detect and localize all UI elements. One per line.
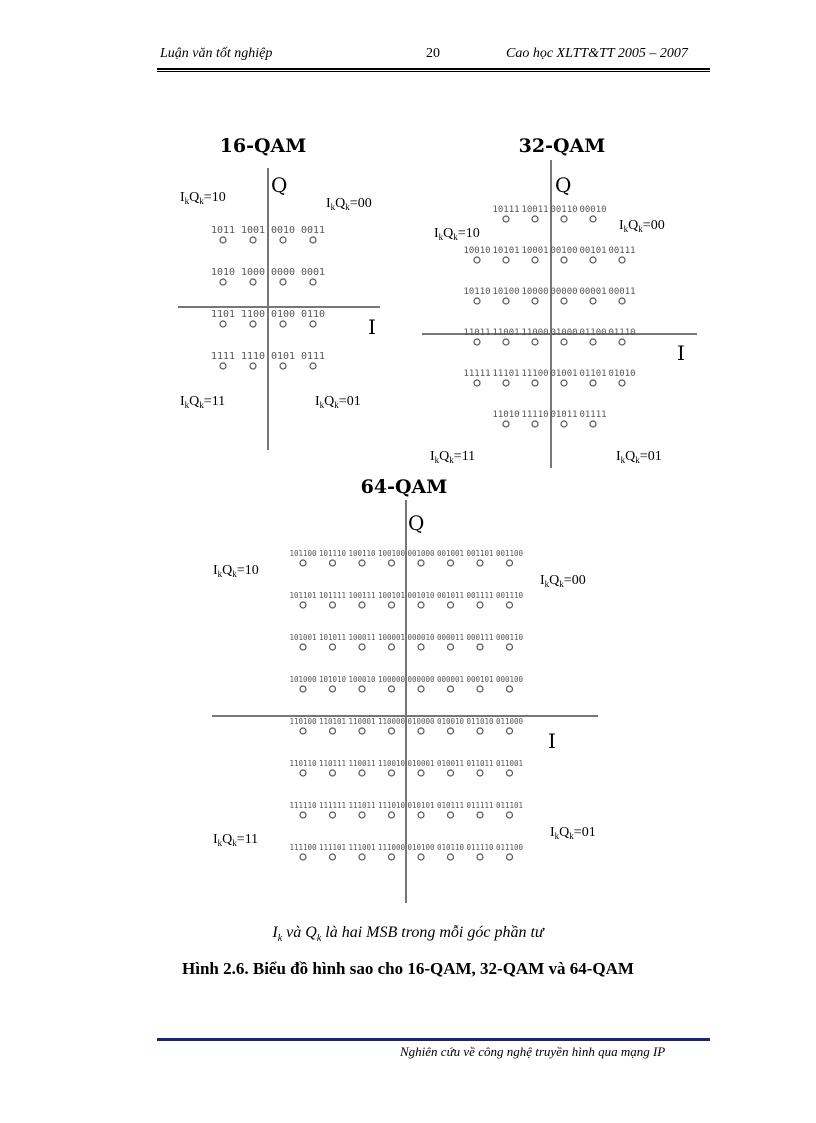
qam64-bits-label: 000000 — [407, 675, 435, 684]
qam64-bits-label: 101010 — [318, 675, 347, 684]
qam64-point — [448, 854, 454, 860]
qam32-point — [590, 257, 596, 263]
qam16-bits-label: 1110 — [240, 351, 266, 362]
qam32-bits-label: 11010 — [492, 410, 520, 420]
qam32-point — [474, 257, 480, 263]
qam64-bits-label: 000010 — [407, 633, 435, 642]
qam64-bits-label: 101000 — [289, 675, 317, 684]
figure-subcaption: $I_k$ và $Q_k$ là hai MSB trong mỗi góc phần tư — [272, 924, 544, 945]
qam32-bits-label: 10101 — [492, 246, 520, 256]
qam64-bits-label: 001010 — [407, 591, 435, 600]
qam64-point — [359, 560, 365, 566]
qam32-point — [619, 298, 625, 304]
qam64-point — [330, 560, 336, 566]
qam16-bits-label: 1111 — [210, 351, 236, 362]
qam32-point — [532, 216, 538, 222]
qam64-bits-label: 111000 — [377, 843, 406, 852]
qam64-quadrant-label: $I_kQ_k=00$ — [540, 573, 586, 589]
qam64-point — [448, 686, 454, 692]
qam64-bits-label: 011110 — [466, 843, 494, 852]
qam32-point — [561, 257, 567, 263]
qam64-point — [389, 728, 395, 734]
qam64-bits-label: 110111 — [318, 759, 347, 768]
figure-caption: Hình 2.6. Biểu đồ hình sao cho 16-QAM, 32-QAM và 64-QAM — [182, 959, 634, 978]
qam32-bits-label: 00101 — [579, 246, 607, 256]
qam64-bits-label: 100000 — [377, 675, 406, 684]
qam32-point — [619, 339, 625, 345]
qam64-bits-label: 110011 — [348, 759, 376, 768]
qam64-bits-label: 011000 — [495, 717, 524, 726]
qam16-point — [280, 279, 286, 285]
qam16-point — [280, 321, 286, 327]
qam64-point — [389, 686, 395, 692]
qam32-point — [503, 298, 509, 304]
qam64-point — [389, 770, 395, 776]
qam64-bits-label: 111110 — [289, 801, 317, 810]
qam64-bits-label: 100110 — [348, 549, 376, 558]
qam32-point — [590, 298, 596, 304]
qam16-bits-label: 0110 — [300, 309, 326, 320]
qam32-bits-label: 10011 — [521, 205, 549, 215]
qam64-point — [330, 812, 336, 818]
qam64-bits-label: 000011 — [436, 633, 465, 642]
qam16-quadrant-label: $I_kQ_k=10$ — [180, 190, 226, 206]
qam32-point — [532, 298, 538, 304]
qam32-bits-label: 11001 — [492, 328, 520, 338]
qam16-point — [310, 279, 316, 285]
qam64-bits-label: 110010 — [377, 759, 406, 768]
qam32-point — [532, 339, 538, 345]
qam32-bits-label: 11111 — [463, 369, 491, 379]
qam32-point — [561, 380, 567, 386]
qam64-bits-label: 001110 — [495, 591, 524, 600]
qam16-point — [250, 279, 256, 285]
qam64-point — [330, 770, 336, 776]
qam32-point — [590, 216, 596, 222]
qam32-bits-label: 00010 — [579, 205, 607, 215]
qam64-bits-label: 010101 — [407, 801, 435, 810]
qam64-bits-label: 001101 — [466, 549, 494, 558]
footer-rule — [157, 1038, 710, 1041]
qam32-point — [619, 257, 625, 263]
qam64-point — [330, 728, 336, 734]
qam32-point — [503, 380, 509, 386]
qam64-point — [448, 812, 454, 818]
qam64-bits-label: 010110 — [436, 843, 465, 852]
header-left: Luận văn tốt nghiệp — [160, 46, 273, 61]
qam32-quadrant-label: $I_kQ_k=01$ — [616, 449, 662, 465]
qam16-point — [250, 237, 256, 243]
qam64-bits-label: 011111 — [466, 801, 494, 810]
qam16-bits-label: 0100 — [270, 309, 296, 320]
qam32-point — [532, 380, 538, 386]
qam32-title: 32-QAM — [518, 135, 606, 157]
qam64-point — [300, 854, 306, 860]
qam32-point — [561, 216, 567, 222]
qam64-bits-label: 000110 — [495, 633, 524, 642]
qam64-bits-label: 010000 — [407, 717, 435, 726]
qam64-point — [300, 602, 306, 608]
qam64-point — [359, 644, 365, 650]
qam32-bits-label: 11011 — [463, 328, 491, 338]
qam64-bits-label: 010001 — [407, 759, 435, 768]
qam32-bits-label: 00011 — [608, 287, 636, 297]
qam64-point — [300, 686, 306, 692]
qam16-point — [310, 237, 316, 243]
qam16-point — [220, 279, 226, 285]
qam16-point — [250, 363, 256, 369]
qam64-quadrant-label: $I_kQ_k=11$ — [213, 832, 259, 848]
qam64-point — [448, 602, 454, 608]
qam64-bits-label: 010100 — [407, 843, 435, 852]
qam64-point — [389, 644, 395, 650]
qam16-point — [220, 321, 226, 327]
qam32-point — [561, 298, 567, 304]
qam64-bits-label: 110001 — [348, 717, 376, 726]
qam16-bits-label: 0001 — [300, 267, 326, 278]
qam64-point — [300, 770, 306, 776]
qam64-point — [418, 602, 424, 608]
qam32-point — [590, 421, 596, 427]
qam64-point — [448, 644, 454, 650]
qam64-point — [477, 602, 483, 608]
qam64-bits-label: 011011 — [466, 759, 494, 768]
qam32-point — [474, 339, 480, 345]
qam64-bits-label: 100101 — [377, 591, 406, 600]
qam64-bits-label: 101001 — [289, 633, 317, 642]
qam64-bits-label: 010011 — [436, 759, 465, 768]
footer-text: Nghiên cứu về công nghệ truyền hình qua mạng IP — [400, 1044, 666, 1059]
qam32-point — [619, 380, 625, 386]
qam16-bits-label: 1100 — [240, 309, 266, 320]
qam32-bits-label: 11100 — [521, 369, 549, 379]
qam64-bits-label: 111101 — [318, 843, 347, 852]
qam16-bits-label: 1010 — [210, 267, 236, 278]
qam64-point — [507, 812, 513, 818]
qam64-point — [418, 560, 424, 566]
qam64-bits-label: 011101 — [495, 801, 524, 810]
qam64-point — [418, 854, 424, 860]
qam64-bits-label: 110110 — [289, 759, 317, 768]
qam64-bits-label: 111111 — [318, 801, 347, 810]
qam32-point — [503, 216, 509, 222]
qam16-bits-label: 0101 — [270, 351, 296, 362]
qam64-point — [418, 770, 424, 776]
qam32-point — [503, 421, 509, 427]
qam16-bits-label: 1000 — [240, 267, 266, 278]
qam32-bits-label: 00110 — [550, 205, 578, 215]
qam64-point — [418, 644, 424, 650]
qam64-i-label: I — [548, 729, 556, 753]
qam64-bits-label: 100010 — [348, 675, 376, 684]
qam64-bits-label: 110100 — [289, 717, 317, 726]
qam64-point — [359, 728, 365, 734]
qam64-point — [389, 854, 395, 860]
qam64-bits-label: 100001 — [377, 633, 406, 642]
qam32-bits-label: 00000 — [550, 287, 578, 297]
qam64-point — [477, 644, 483, 650]
qam64-point — [507, 602, 513, 608]
qam64-point — [389, 560, 395, 566]
qam64-bits-label: 101111 — [318, 591, 347, 600]
qam32-quadrant-label: $I_kQ_k=10$ — [434, 226, 480, 242]
qam64-point — [359, 812, 365, 818]
qam64-point — [300, 644, 306, 650]
qam32-bits-label: 10110 — [463, 287, 491, 297]
qam32-point — [503, 257, 509, 263]
qam64-bits-label: 010111 — [436, 801, 465, 810]
qam64-quadrant-label: $I_kQ_k=01$ — [550, 825, 596, 841]
qam16-quadrant-label: $I_kQ_k=11$ — [180, 394, 226, 410]
qam32-bits-label: 10010 — [463, 246, 491, 256]
qam64-bits-label: 001111 — [466, 591, 494, 600]
qam32-bits-label: 10100 — [492, 287, 520, 297]
qam32-point — [590, 339, 596, 345]
qam32-bits-label: 00111 — [608, 246, 636, 256]
qam32-bits-label: 01010 — [608, 369, 636, 379]
qam64-point — [477, 560, 483, 566]
qam16-q-label: Q — [271, 173, 288, 197]
qam64-bits-label: 010010 — [436, 717, 465, 726]
qam64-quadrant-label: $I_kQ_k=10$ — [213, 563, 259, 579]
qam16-point — [220, 237, 226, 243]
qam64-point — [477, 770, 483, 776]
qam32-bits-label: 10001 — [521, 246, 549, 256]
qam64-q-label: Q — [408, 511, 425, 535]
qam32-point — [532, 257, 538, 263]
qam64-point — [418, 686, 424, 692]
qam16-i-label: I — [368, 315, 376, 339]
qam16-bits-label: 1001 — [240, 225, 266, 236]
qam64-bits-label: 001001 — [436, 549, 465, 558]
qam32-quadrant-label: $I_kQ_k=11$ — [430, 449, 476, 465]
qam32-bits-label: 01111 — [579, 410, 607, 420]
header-right: Cao học XLTT&TT 2005 – 2007 — [506, 46, 688, 61]
qam64-point — [448, 560, 454, 566]
qam64-point — [507, 644, 513, 650]
qam64-bits-label: 111001 — [348, 843, 376, 852]
qam64-point — [507, 770, 513, 776]
qam16-bits-label: 0111 — [300, 351, 326, 362]
qam64-bits-label: 101101 — [289, 591, 317, 600]
qam64-point — [418, 812, 424, 818]
qam32-bits-label: 01110 — [608, 328, 636, 338]
qam16-point — [310, 321, 316, 327]
qam32-bits-label: 11000 — [521, 328, 549, 338]
qam64-bits-label: 000100 — [495, 675, 524, 684]
qam32-quadrant-label: $I_kQ_k=00$ — [619, 218, 665, 234]
qam64-bits-label: 001100 — [495, 549, 524, 558]
qam64-point — [507, 686, 513, 692]
qam16-point — [310, 363, 316, 369]
qam64-title: 64-QAM — [360, 476, 448, 498]
page-number: 20 — [426, 46, 440, 61]
qam32-point — [474, 380, 480, 386]
qam32-point — [590, 380, 596, 386]
qam64-point — [359, 686, 365, 692]
qam16-quadrant-label: $I_kQ_k=01$ — [315, 394, 361, 410]
qam64-point — [389, 812, 395, 818]
qam64-point — [448, 728, 454, 734]
qam64-bits-label: 000001 — [436, 675, 465, 684]
qam64-bits-label: 011001 — [495, 759, 524, 768]
qam16-quadrant-label: $I_kQ_k=00$ — [326, 196, 372, 212]
qam64-point — [418, 728, 424, 734]
qam32-point — [561, 421, 567, 427]
qam32-bits-label: 01011 — [550, 410, 578, 420]
qam64-bits-label: 011010 — [466, 717, 494, 726]
qam64-point — [477, 854, 483, 860]
qam64-point — [359, 770, 365, 776]
qam64-point — [330, 644, 336, 650]
qam64-point — [359, 854, 365, 860]
qam64-bits-label: 101011 — [318, 633, 347, 642]
qam64-point — [507, 560, 513, 566]
qam32-bits-label: 11101 — [492, 369, 520, 379]
qam64-point — [330, 686, 336, 692]
qam64-bits-label: 101110 — [318, 549, 347, 558]
qam64-bits-label: 011100 — [495, 843, 524, 852]
qam32-bits-label: 11110 — [521, 410, 549, 420]
qam32-bits-label: 00100 — [550, 246, 578, 256]
qam32-i-label: I — [677, 341, 685, 365]
qam64-bits-label: 100111 — [348, 591, 376, 600]
qam64-bits-label: 001000 — [407, 549, 435, 558]
qam64-point — [477, 728, 483, 734]
qam16-bits-label: 1101 — [210, 309, 236, 320]
qam16-bits-label: 0000 — [270, 267, 296, 278]
qam32-bits-label: 01100 — [579, 328, 607, 338]
qam16-point — [220, 363, 226, 369]
qam16-point — [250, 321, 256, 327]
qam32-point — [503, 339, 509, 345]
qam64-point — [389, 602, 395, 608]
qam64-bits-label: 000101 — [466, 675, 494, 684]
qam16-title: 16-QAM — [219, 135, 307, 157]
qam32-bits-label: 00001 — [579, 287, 607, 297]
qam64-point — [477, 812, 483, 818]
qam64-point — [300, 728, 306, 734]
qam16-bits-label: 1011 — [210, 225, 236, 236]
qam16-point — [280, 363, 286, 369]
qam64-bits-label: 001011 — [436, 591, 465, 600]
qam32-bits-label: 01001 — [550, 369, 578, 379]
qam16-bits-label: 0011 — [300, 225, 326, 236]
qam64-point — [507, 854, 513, 860]
qam32-point — [561, 339, 567, 345]
qam16-point — [280, 237, 286, 243]
qam32-bits-label: 01101 — [579, 369, 607, 379]
qam64-bits-label: 110000 — [377, 717, 406, 726]
qam32-q-label: Q — [555, 173, 572, 197]
qam64-bits-label: 110101 — [318, 717, 347, 726]
qam64-bits-label: 111010 — [377, 801, 406, 810]
qam64-point — [330, 602, 336, 608]
qam64-point — [448, 770, 454, 776]
qam64-point — [359, 602, 365, 608]
qam64-point — [330, 854, 336, 860]
qam64-point — [300, 812, 306, 818]
qam16-bits-label: 0010 — [270, 225, 296, 236]
qam32-bits-label: 01000 — [550, 328, 578, 338]
qam64-bits-label: 000111 — [466, 633, 494, 642]
qam64-point — [477, 686, 483, 692]
qam32-point — [532, 421, 538, 427]
qam64-bits-label: 100011 — [348, 633, 376, 642]
qam64-bits-label: 100100 — [377, 549, 406, 558]
qam32-bits-label: 10000 — [521, 287, 549, 297]
qam64-bits-label: 111100 — [289, 843, 317, 852]
qam32-point — [474, 298, 480, 304]
qam64-bits-label: 111011 — [348, 801, 376, 810]
qam32-bits-label: 10111 — [492, 205, 520, 215]
qam64-point — [507, 728, 513, 734]
qam64-point — [300, 560, 306, 566]
qam64-bits-label: 101100 — [289, 549, 317, 558]
